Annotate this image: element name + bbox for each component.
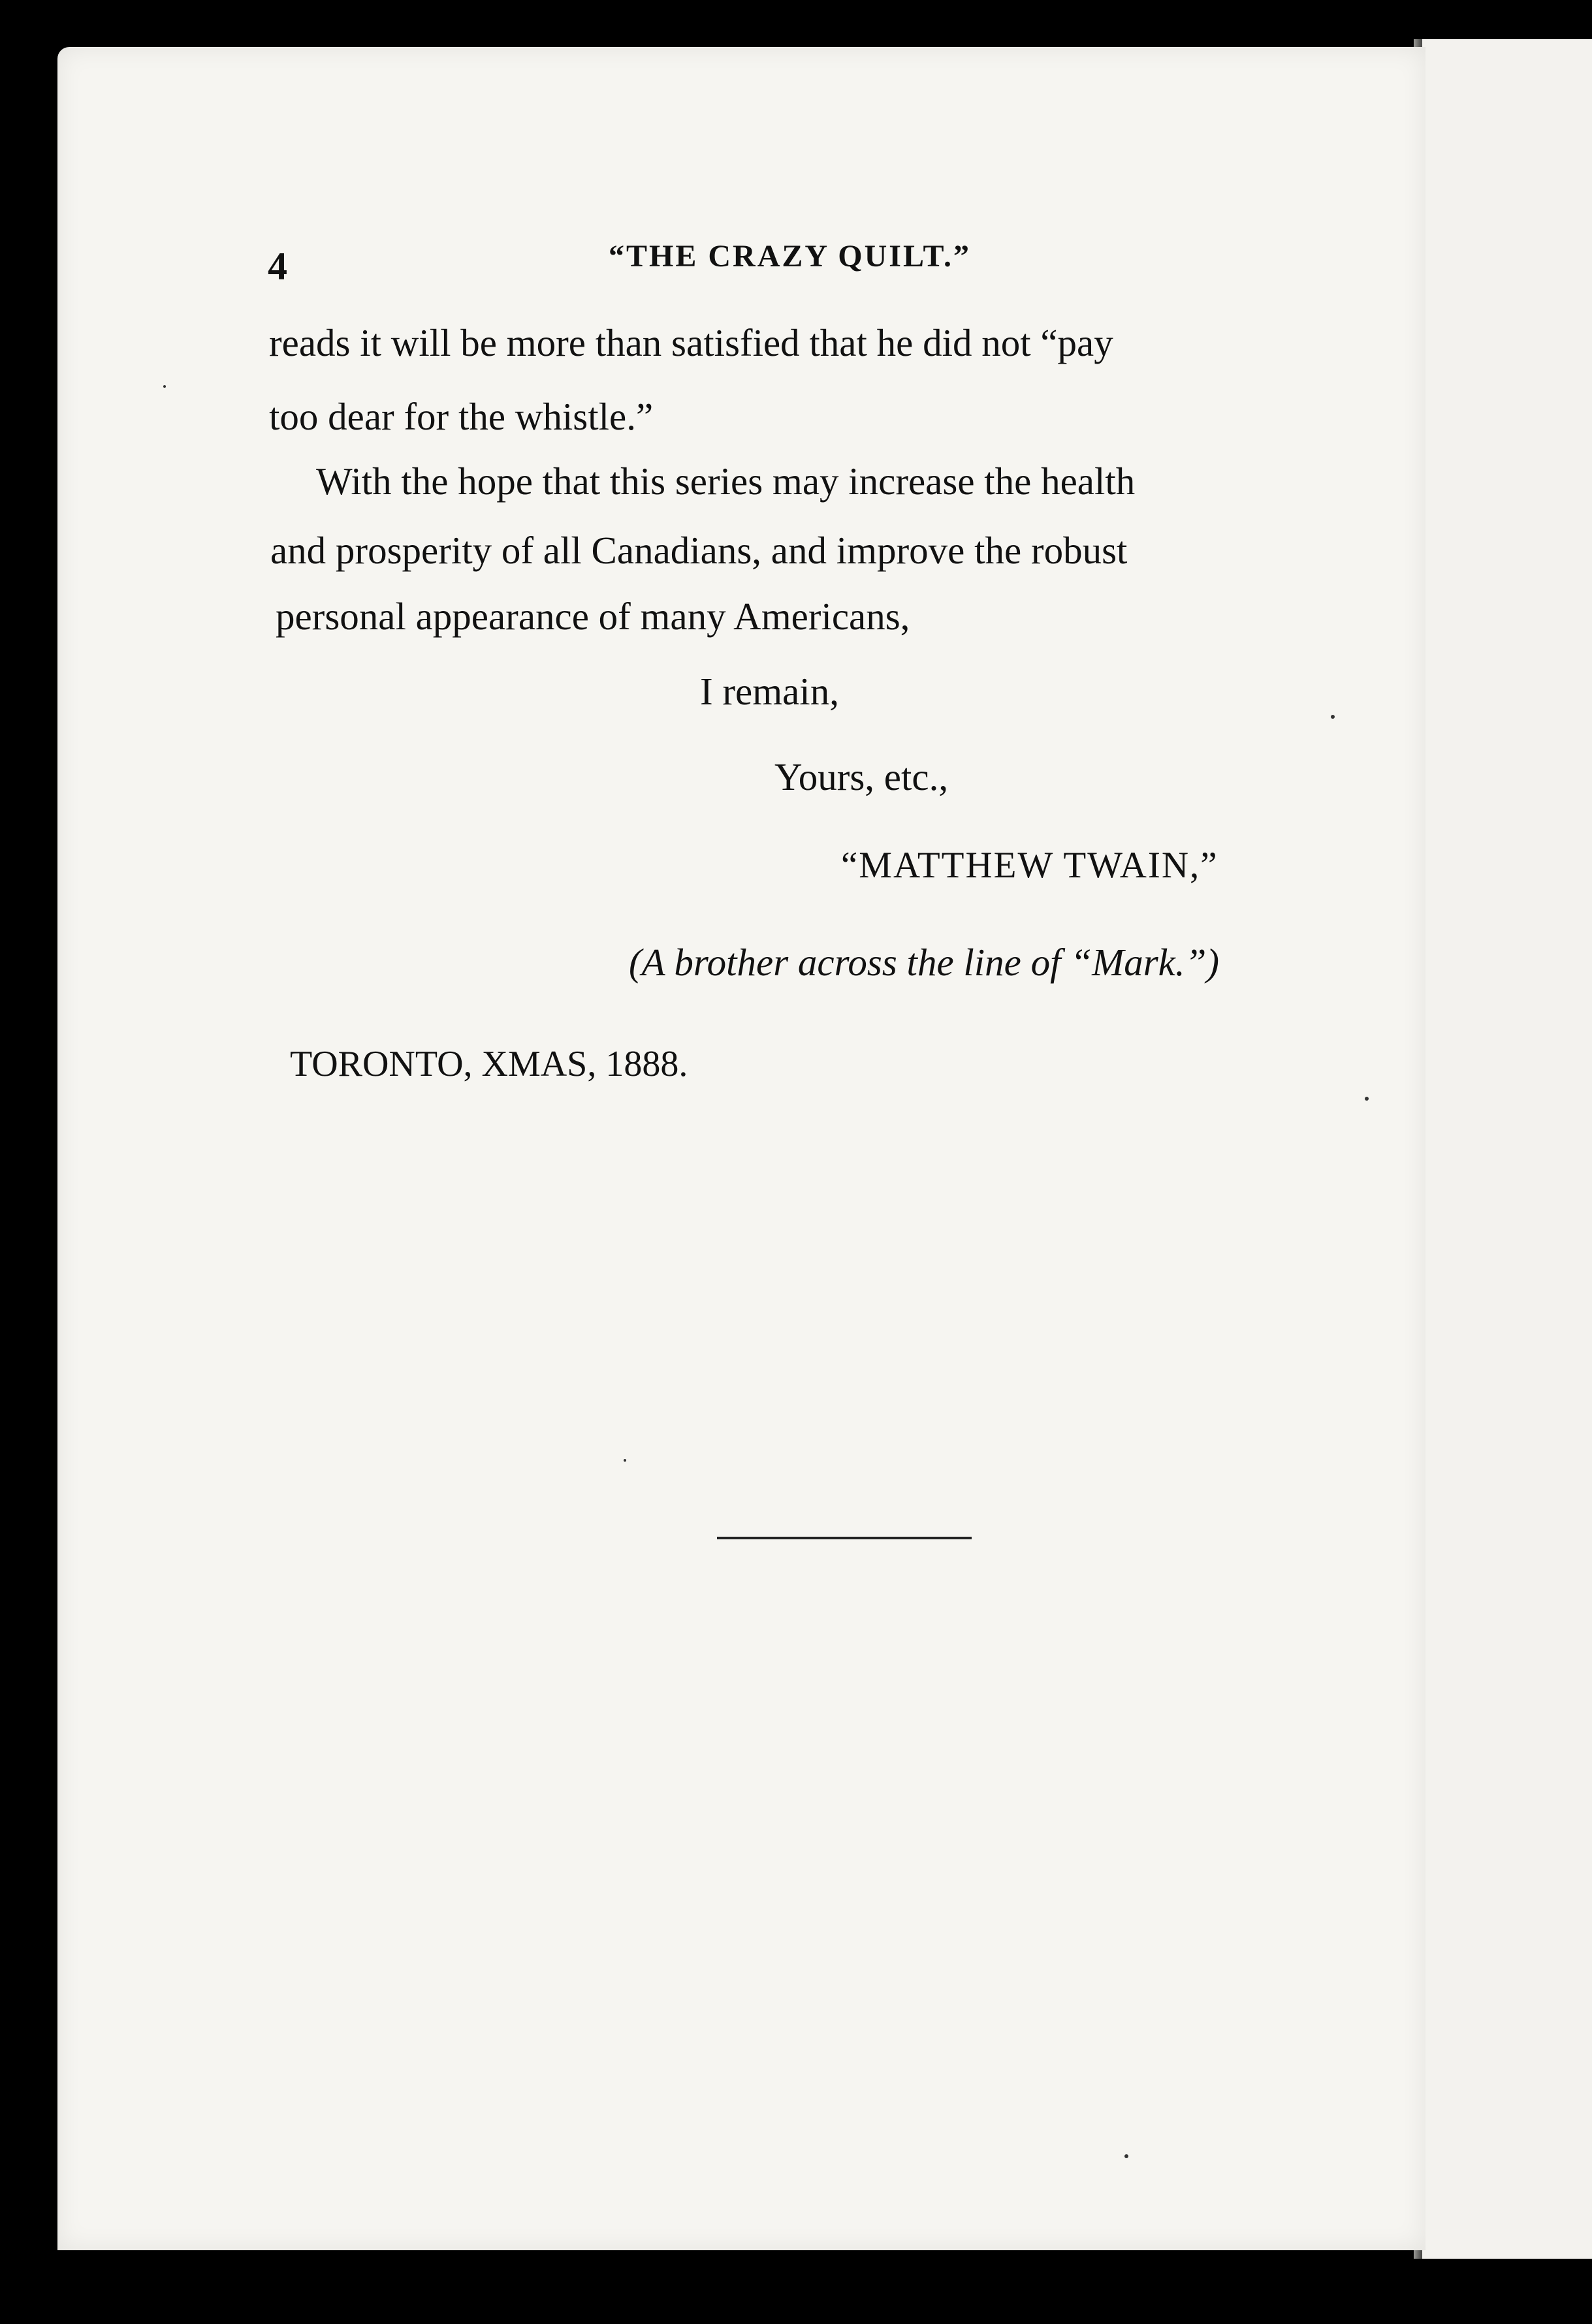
paper-speck bbox=[163, 385, 166, 388]
book-page bbox=[57, 47, 1425, 2250]
paper-speck bbox=[1124, 2154, 1128, 2158]
body-line: reads it will be more than satisfied that he did not “pay bbox=[269, 321, 1113, 364]
paper-speck bbox=[1331, 715, 1335, 719]
running-head: “THE CRAZY QUILT.” bbox=[609, 239, 971, 274]
signature: “MATTHEW TWAIN,” bbox=[841, 845, 1218, 886]
body-line: personal appearance of many Americans, bbox=[276, 595, 910, 638]
body-line: too dear for the whistle.” bbox=[269, 395, 654, 438]
section-rule bbox=[717, 1537, 972, 1539]
dateline: TORONTO, XMAS, 1888. bbox=[290, 1044, 688, 1084]
signature-aside: (A brother across the line of “Mark.”) bbox=[629, 941, 1220, 984]
body-line: With the hope that this series may increase the health bbox=[316, 460, 1136, 503]
facing-page-edge bbox=[1422, 39, 1592, 2259]
page-number: 4 bbox=[268, 245, 287, 288]
closing-yours: Yours, etc., bbox=[774, 755, 949, 798]
paper-speck bbox=[624, 1459, 626, 1462]
closing-remain: I remain, bbox=[700, 670, 839, 713]
body-line: and prosperity of all Canadians, and improve the robust bbox=[270, 529, 1128, 572]
paper-speck bbox=[1365, 1097, 1369, 1101]
